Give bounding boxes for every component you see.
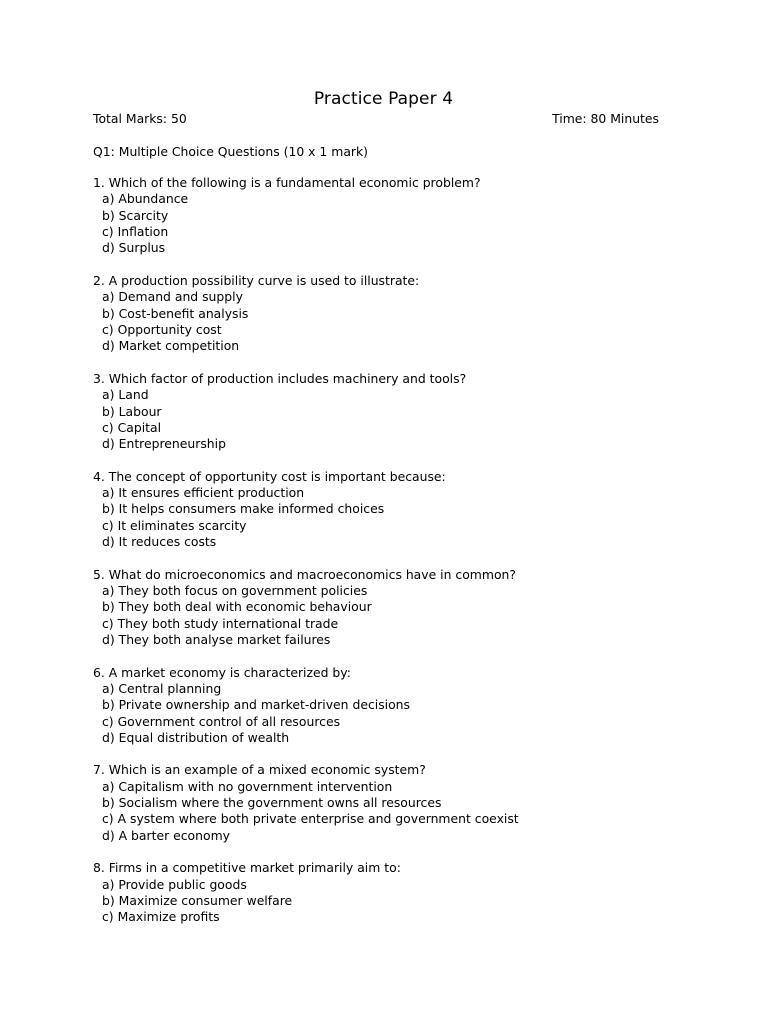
answer-option: d) Surplus	[102, 240, 166, 256]
answer-option: a) They both focus on government policies	[102, 582, 368, 598]
question-text: 7. Which is an example of a mixed economic system?	[93, 762, 426, 778]
time-limit: Time: 80 Minutes	[552, 111, 659, 126]
answer-option: a) It ensures efficient production	[102, 485, 305, 501]
question-2	[93, 273, 659, 355]
answer-option: c) Inflation	[102, 224, 169, 240]
section-heading: Q1: Multiple Choice Questions (10 x 1 mark)	[93, 144, 369, 159]
answer-option: c) A system where both private enterprise and government coexist	[102, 811, 519, 827]
answer-option: a) Capitalism with no government intervention	[102, 778, 393, 794]
question-1	[93, 175, 659, 257]
question-4	[93, 469, 659, 551]
answer-option: d) A barter economy	[102, 827, 230, 843]
page-title: Practice Paper 4	[313, 89, 454, 109]
question-text: 1. Which of the following is a fundamental economic problem?	[93, 175, 481, 190]
question-list	[93, 175, 659, 942]
answer-option: c) Capital	[102, 419, 162, 435]
question-7	[93, 762, 659, 844]
exam-meta-row	[93, 110, 659, 128]
answer-option: c) Maximize profits	[102, 909, 220, 925]
answer-option: c) Opportunity cost	[102, 321, 222, 337]
question-8	[93, 860, 659, 925]
question-6	[93, 665, 659, 747]
total-marks: Total Marks: 50	[93, 111, 187, 126]
answer-option: d) Market competition	[102, 338, 240, 354]
answer-option: d) Equal distribution of wealth	[102, 729, 290, 745]
answer-option: b) It helps consumers make informed choices	[102, 501, 385, 517]
answer-option: b) Cost-benefit analysis	[102, 305, 249, 321]
answer-option: c) Government control of all resources	[102, 713, 341, 729]
question-text: 8. Firms in a competitive market primarily aim to:	[93, 860, 401, 876]
answer-option: b) Socialism where the government owns all resources	[102, 795, 442, 811]
answer-option: a) Central planning	[102, 680, 222, 696]
question-text: 6. A market economy is characterized by:	[93, 664, 351, 680]
answer-option: a) Land	[102, 387, 149, 403]
answer-option: b) Labour	[102, 403, 162, 419]
answer-option: b) Maximize consumer welfare	[102, 893, 293, 909]
answer-option: a) Provide public goods	[102, 876, 247, 892]
question-5	[93, 567, 659, 649]
answer-option: b) Scarcity	[102, 207, 169, 223]
answer-option: c) They both study international trade	[102, 615, 339, 631]
answer-option: b) Private ownership and market-driven decisions	[102, 697, 410, 713]
answer-option: b) They both deal with economic behaviour	[102, 599, 372, 615]
question-text: 5. What do microeconomics and macroeconomics have in common?	[93, 566, 516, 582]
question-text: 2. A production possibility curve is used to illustrate:	[93, 272, 420, 288]
answer-option: a) Abundance	[102, 191, 189, 207]
question-text: 4. The concept of opportunity cost is important because:	[93, 468, 446, 484]
question-3	[93, 371, 659, 453]
answer-option: d) Entrepreneurship	[102, 436, 226, 452]
answer-option: d) It reduces costs	[102, 534, 217, 550]
answer-option: d) They both analyse market failures	[102, 632, 331, 647]
answer-option: a) Demand and supply	[102, 289, 243, 305]
answer-option: c) It eliminates scarcity	[102, 517, 247, 533]
question-text: 3. Which factor of production includes machinery and tools?	[93, 370, 467, 386]
